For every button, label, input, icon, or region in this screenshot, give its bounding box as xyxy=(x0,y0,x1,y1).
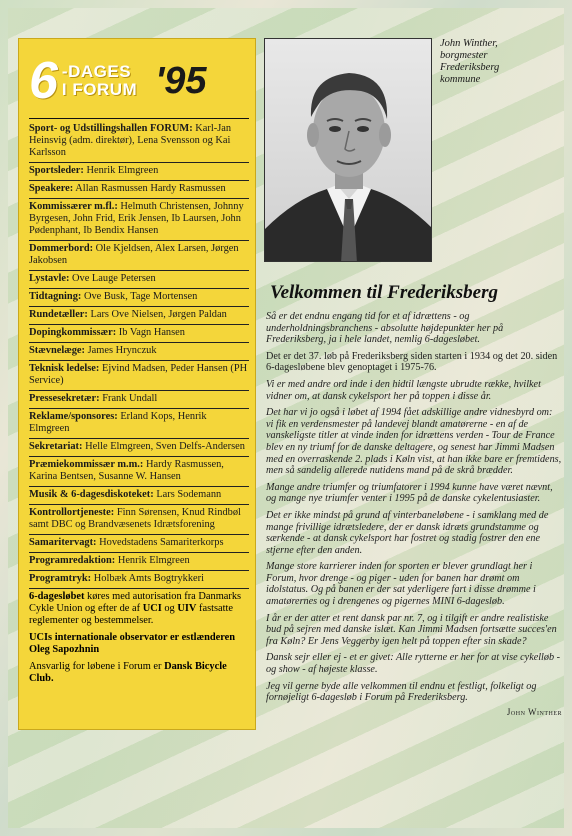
staff-entry-names: Finn Sørensen, Knud Rindbøl samt DBC og Brandvæsenets Idrætsforening xyxy=(29,507,241,530)
program-page xyxy=(8,8,564,828)
staff-entry xyxy=(29,553,249,571)
staff-entry-names: Lars Sodemann xyxy=(156,489,222,500)
note-text: og xyxy=(161,603,178,614)
staff-entry-role: Musik & 6-dagesdiskoteket: xyxy=(29,489,154,500)
staff-entry xyxy=(29,487,249,505)
staff-entry-names: Henrik Elmgreen xyxy=(117,555,190,566)
staff-entry-role: Pressesekretær: xyxy=(29,393,100,404)
staff-entry-names: Ove Lauge Petersen xyxy=(72,273,156,284)
caption-name: John Winther, xyxy=(440,38,498,49)
staff-entry xyxy=(29,343,249,361)
staff-entry xyxy=(29,505,249,535)
staff-entry-names: Ole Kjeldsen, Alex Larsen, Jørgen Jakobsen xyxy=(29,243,239,266)
article-paragraph: Det har vi jo også i løbet af 1994 fået adskillige andre vidnesbyrd om: vi fik en verdensmester på landevej blandt amatørerne - en af de vanskeligste titler at vinde inden for idrættens verden - Tour de France blev en ny triumf for de danske deltagere, og senest har Jimmi Madsen med en overraskende 2. plads i Køln vist, at han ikke bare er fremtidens, men så sandelig allerede nutidens mand på de skrå brædder. xyxy=(266,407,562,477)
staff-entry xyxy=(29,571,249,589)
staff-entry xyxy=(29,361,249,391)
staff-entry xyxy=(29,289,249,307)
staff-entry-names: Helmuth Christensen, Johnny Byrgesen, John Frid, Erik Jensen, Ib Laursen, John Pødenphant, Ib Bendix Hansen xyxy=(29,201,244,236)
staff-entry xyxy=(29,535,249,553)
staff-list xyxy=(29,121,249,589)
logo-line1: -DAGES xyxy=(61,61,132,81)
caption-role: borgmester xyxy=(440,50,488,61)
note-authorisation xyxy=(29,589,249,630)
mayor-portrait xyxy=(264,38,432,262)
article-paragraph: Det er ikke mindst på grund af vinterbaneløbene - i samklang med de mange frivillige idrætsledere, der er dansk idræts grundstamme og særkende - at dansk cykelsport har fostret og stadig fostrer den ene stjerne efter den anden. xyxy=(266,509,549,556)
staff-entry-names: Hovedstadens Samariterkorps xyxy=(99,537,224,548)
staff-entry-role: Præmiekommissær m.m.: xyxy=(29,459,144,470)
staff-entry-names: Ib Vagn Hansen xyxy=(118,327,185,338)
staff-entry-names: Henrik Elmgreen xyxy=(86,165,159,176)
staff-entry xyxy=(29,391,249,409)
article-signature: John Winther xyxy=(506,706,562,717)
caption-kommune: kommune xyxy=(440,74,481,85)
note-text: Ansvarlig for løbene i Forum er xyxy=(29,661,165,672)
article-paragraph: I år er der atter et rent dansk par nr. 7, og i tilgift er andre realistiske bud på sejren med danske islæt. Kan Jimmi Madsen fortsætte succes'en fra Køln? Er Jens Veggerby igen helt på toppen efter sin skade? xyxy=(266,612,557,647)
portrait-image xyxy=(265,39,432,262)
staff-entry xyxy=(29,307,249,325)
staff-entry-names: Ove Busk, Tage Mortensen xyxy=(83,291,198,302)
staff-entry-role: Kontrollortjeneste: xyxy=(29,507,115,518)
staff-entry-names: James Hrynczuk xyxy=(87,345,157,356)
note-bold: UIV xyxy=(177,603,197,614)
article-paragraph: Jeg vil gerne byde alle velkommen til endnu et festligt, folkeligt og fornøjeligt 6-dagesløb i Forum på Frederiksberg. xyxy=(266,680,537,704)
caption-city: Frederiksberg xyxy=(440,62,500,73)
article-paragraph: Så er det endnu engang tid for et af idrættens - og underholdningsbranchens - absolutte højdepunkter her på Frederiksberg, ja i hele landet, nemlig 6-dagesløbet. xyxy=(266,311,504,346)
staff-entry xyxy=(29,439,249,457)
note-responsible xyxy=(29,659,249,688)
staff-entry xyxy=(29,199,249,241)
staff-entry-names: Hardy Rasmussen, Karina Bentsen, Susanne W. Hansen xyxy=(29,459,224,482)
staff-entry-names: Ejvind Madsen, Peder Hansen (PH Service) xyxy=(29,363,248,386)
staff-entry xyxy=(29,271,249,289)
staff-entry-names: Frank Undall xyxy=(102,393,158,404)
staff-entry-role: Speakere: xyxy=(29,183,74,194)
staff-column xyxy=(18,38,256,730)
article-title: Velkommen til Frederiksberg xyxy=(270,282,498,303)
note-bold: UCI xyxy=(142,603,162,614)
note-text: køres med autorisation fra Danmarks Cykle Union og efter de af xyxy=(29,591,242,614)
note-text: fastsatte reglementer og bestemmelser. xyxy=(29,603,234,626)
staff-entry-role: Programtryk: xyxy=(29,573,92,584)
staff-entry-names: Allan Rasmussen Hardy Rasmussen xyxy=(75,183,226,194)
logo-text xyxy=(62,63,137,99)
staff-entry-role: Rundetæller: xyxy=(29,309,88,320)
staff-entry xyxy=(29,409,249,439)
staff-entry-names: Holbæk Amts Bogtrykkeri xyxy=(93,573,205,584)
staff-entry xyxy=(29,181,249,199)
staff-entry-names: Erland Kops, Henrik Elmgreen xyxy=(29,411,207,434)
staff-entry-role: Sport- og Udstillingshallen FORUM: xyxy=(29,123,193,134)
staff-entry-role: Samaritervagt: xyxy=(29,537,97,548)
staff-entry xyxy=(29,241,249,271)
staff-entry xyxy=(29,457,249,487)
staff-entry-role: Dopingkommissær: xyxy=(29,327,117,338)
logo-line2: I FORUM xyxy=(61,79,138,99)
logo-six: 6 xyxy=(29,51,58,110)
note-bold: Dansk Bicycle Club. xyxy=(29,661,227,684)
staff-entry xyxy=(29,163,249,181)
staff-entry-names: Helle Elmgreen, Sven Delfs-Andersen xyxy=(85,441,245,452)
staff-entry-role: Dommerbord: xyxy=(29,243,94,254)
article-paragraph: Mange store karrierer inden for sporten er blever grundlagt her i Forum, hvor drenge - og piger - uden for banen har drømt om idolstatus. Og på banen er der sat yderligere fart i disse drømme i amatørernes og i drengenes og pigernes MINI 6-dagesløb. xyxy=(266,561,536,608)
article-paragraph: Det er det 37. løb på Frederiksberg siden starten i 1934 og det 20. siden 6-dagesløbene blev genoptaget i 1975-76. xyxy=(266,350,558,374)
article-paragraph: Dansk sejr eller ej - et er givet: Alle rytterne er her for at vise cykelløb - og show - af højeste klasse. xyxy=(266,652,561,676)
staff-entry-names: Lars Ove Nielsen, Jørgen Paldan xyxy=(90,309,227,320)
portrait-caption xyxy=(440,38,560,86)
staff-entry xyxy=(29,325,249,343)
staff-entry-names: Karl-Jan Heinsvig (adm. direktør), Lena Svensson og Kai Karlsson xyxy=(29,123,232,158)
staff-entry-role: Programredaktion: xyxy=(29,555,116,566)
logo-year: '95 xyxy=(155,59,207,102)
staff-entry-role: Lystavle: xyxy=(29,273,70,284)
article-paragraph: Vi er med andre ord inde i den hidtil længste ubrudte række, hvilket vidner om, at dansk cykelsport her på toppen i disse år. xyxy=(266,378,541,402)
staff-entry-role: Sportsleder: xyxy=(29,165,84,176)
article-paragraph: Mange andre triumfer og triumfatorer i 1994 kunne have været nævnt, og mange nye triumfer venter i 1995 på de danske cykelentusiaster. xyxy=(266,481,553,505)
note-observer xyxy=(29,630,249,659)
note-bold: 6-dagesløbet xyxy=(29,591,85,602)
staff-entry-role: Teknisk ledelse: xyxy=(29,363,100,374)
staff-entry-role: Reklame/sponsores: xyxy=(29,411,118,422)
staff-entry-role: Sekretariat: xyxy=(29,441,83,452)
staff-entry-role: Stævnelæge: xyxy=(29,345,85,356)
staff-entry-role: Kommissærer m.fl.: xyxy=(29,201,118,212)
article-body xyxy=(266,311,562,718)
note-bold: UCIs internationale observator er estlænderen Oleg Sapozhnin xyxy=(29,632,236,655)
event-logo xyxy=(29,43,249,119)
staff-entry xyxy=(29,121,249,163)
staff-entry-role: Tidtagning: xyxy=(29,291,82,302)
